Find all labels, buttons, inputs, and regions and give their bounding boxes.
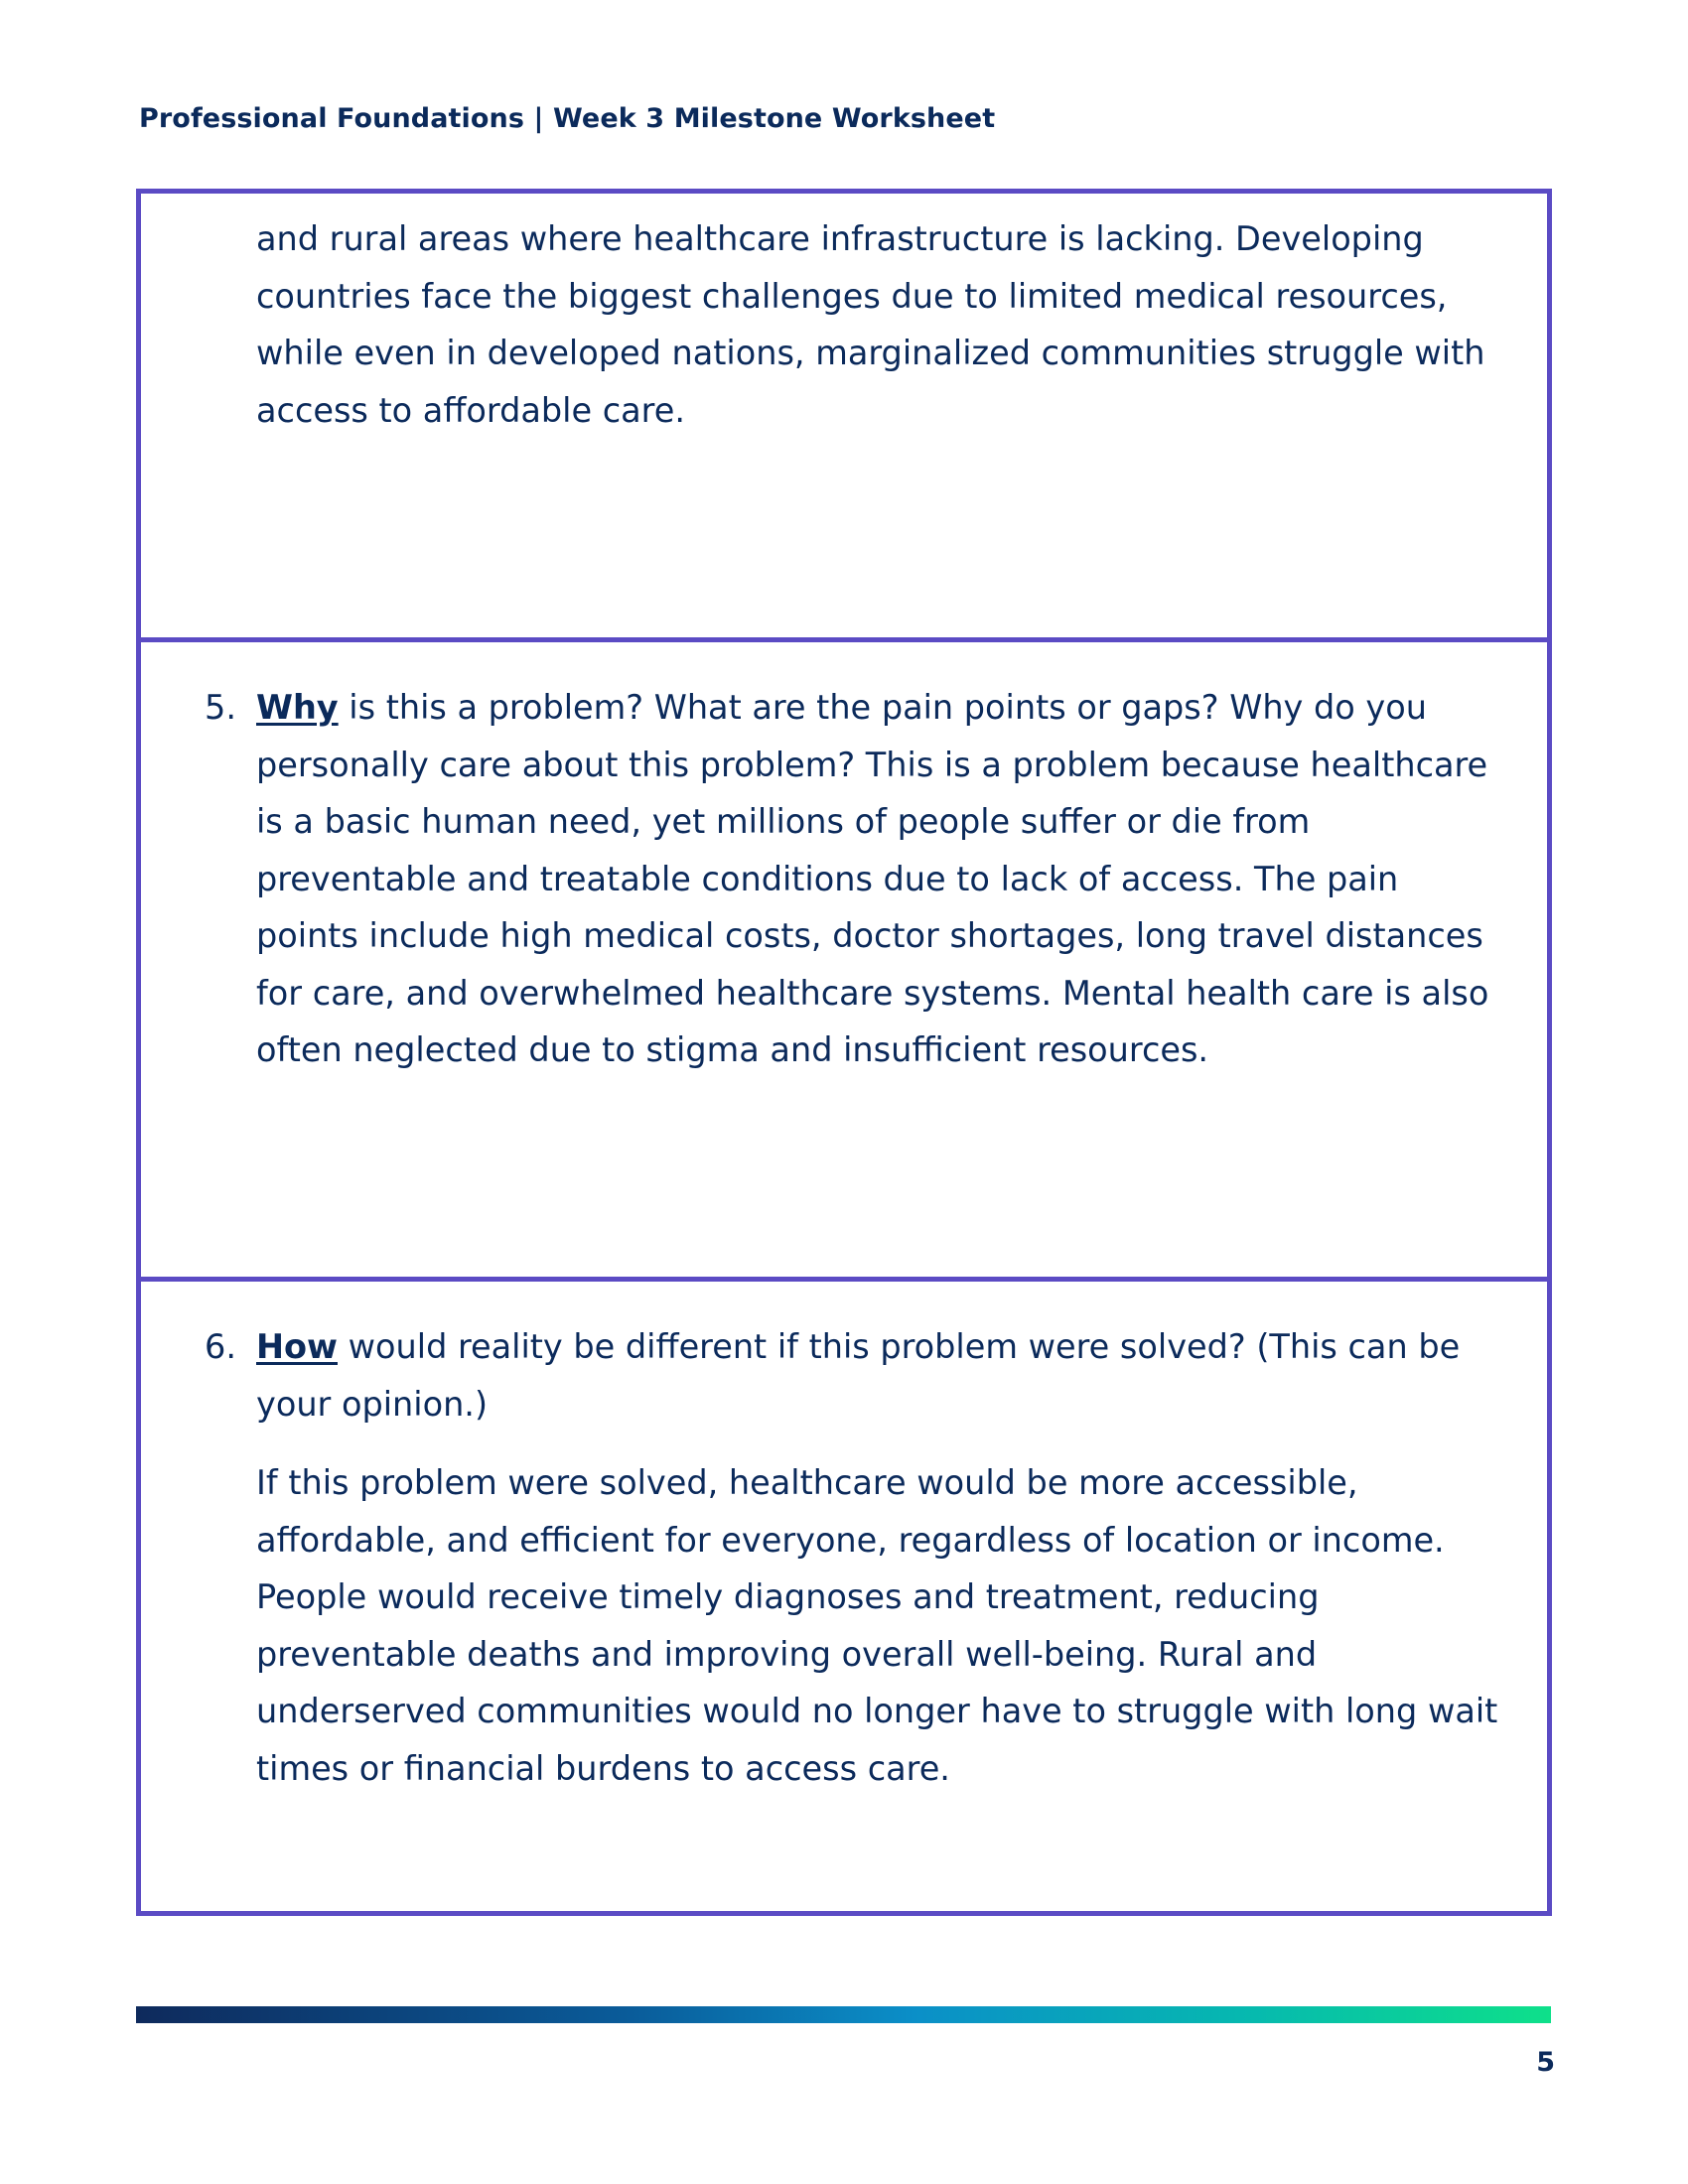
how-keyword: How [256,1327,338,1366]
how-question-number: 6. [205,1327,236,1366]
page-number: 5 [1536,2047,1555,2078]
page-header-title: Professional Foundations | Week 3 Milestone Worksheet [139,103,996,134]
why-question-number: 5. [205,688,236,727]
how-question-text: would reality be different if this problem were solved? (This can be your opinion.) [256,1327,1461,1424]
worksheet-table [136,189,1552,1916]
worksheet-cell-how [141,1277,1547,1911]
how-question [205,1318,1507,1433]
continued-answer-text: and rural areas where healthcare infrastructure is lacking. Developing countries face the biggest challenges due to limited medical resources, while even in developed nations, marginalized communities struggle with access to affordable care. [256,219,1485,430]
why-question-text: is this a problem? What are the pain points or gaps? Why do you personally care about this problem? This is a problem because healthcare is a basic human need, yet millions of people suffer or die from preventable and treatable conditions due to lack of access. The pain points include high medical costs, doctor shortages, long travel distances for care, and overwhelmed healthcare systems. Mental health care is also often neglected due to stigma and insufficient resources. [256,688,1489,1069]
worksheet-cell-why [141,637,1547,1277]
worksheet-cell-continued [141,194,1547,637]
why-question [205,679,1507,1079]
footer-gradient-bar [136,2006,1551,2023]
how-answer-text: If this problem were solved, healthcare would be more accessible, affordable, and efficient for everyone, regardless of location or income. People would receive timely diagnoses and treatment, reducing preventable deaths and improving overall well-being. Rural and underserved communities would no longer have to struggle with long wait times or financial burdens to access care. [256,1463,1498,1788]
why-keyword: Why [256,688,339,727]
